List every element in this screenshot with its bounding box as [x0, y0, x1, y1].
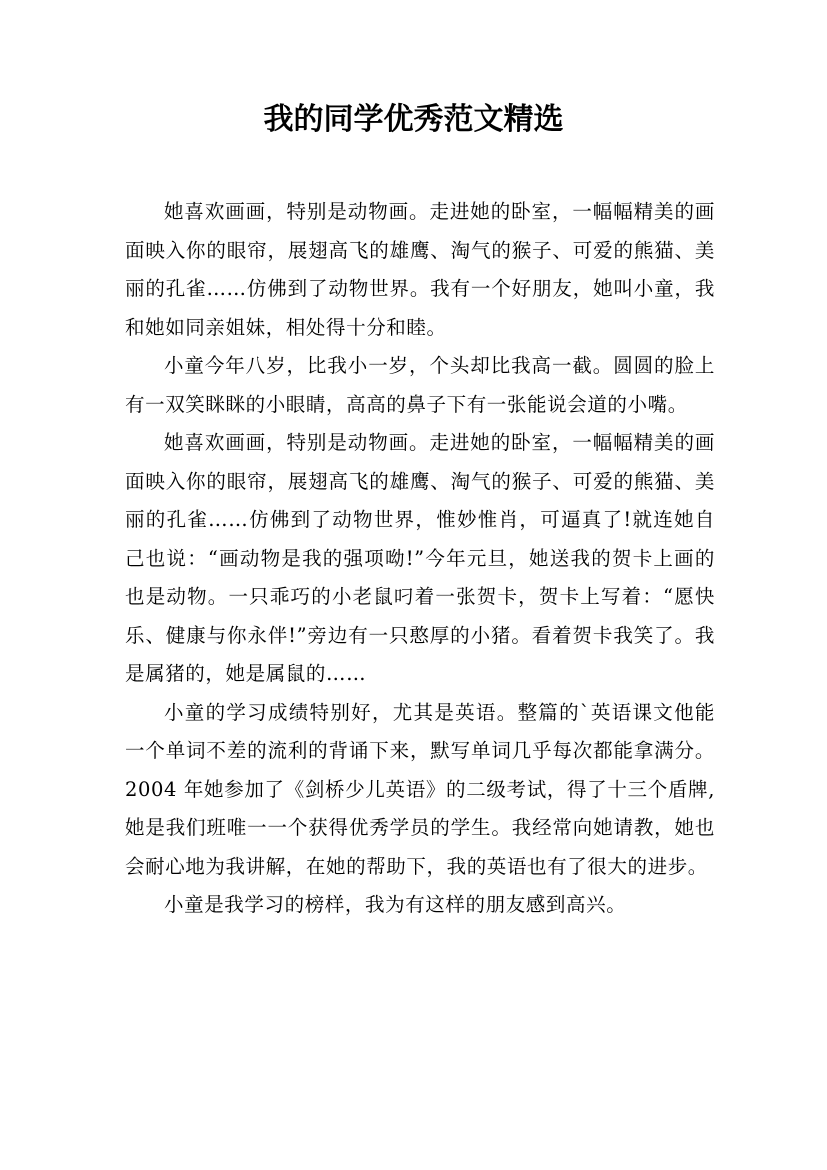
paragraph-2: 小童今年八岁，比我小一岁，个头却比我高一截。圆圆的脸上有一双笑眯眯的小眼睛，高高的鼻子下有一张能说会道的小嘴。	[125, 354, 715, 416]
document-title: 我的同学优秀范文精选	[263, 102, 564, 137]
document-body	[125, 193, 715, 925]
paragraph-4: 小童的学习成绩特别好，尤其是英语。整篇的`英语课文他能一个单词不差的流利的背诵下来，默写单词几乎每次都能拿满分。2004 年她参加了《剑桥少儿英语》的二级考试，得了十三个盾牌,她是我们班唯一一个获得优秀学员的学生。我经常向她请教，她也会耐心地为我讲解，在她的帮助下，我的英语也有了很大的进步。	[125, 700, 715, 878]
paragraph-5: 小童是我学习的榜样，我为有这样的朋友感到高兴。	[164, 893, 627, 916]
paragraph-3: 她喜欢画画，特别是动物画。走进她的卧室，一幅幅精美的画面映入你的眼帘，展翅高飞的雄鹰、淘气的猴子、可爱的熊猫、美丽的孔雀……仿佛到了动物世界，惟妙惟肖，可逼真了!就连她自己也说：“画动物是我的强项呦!”今年元旦，她送我的贺卡上画的也是动物。一只乖巧的小老鼠叼着一张贺卡，贺卡上写着：“愿快乐、健康与你永伴!”旁边有一只憨厚的小猪。看着贺卡我笑了。我是属猪的，她是属鼠的……	[125, 431, 715, 685]
paragraph-1: 她喜欢画画，特别是动物画。走进她的卧室，一幅幅精美的画面映入你的眼帘，展翅高飞的雄鹰、淘气的猴子、可爱的熊猫、美丽的孔雀……仿佛到了动物世界。我有一个好朋友，她叫小童，我和她如同亲姐妹，相处得十分和睦。	[125, 200, 715, 339]
